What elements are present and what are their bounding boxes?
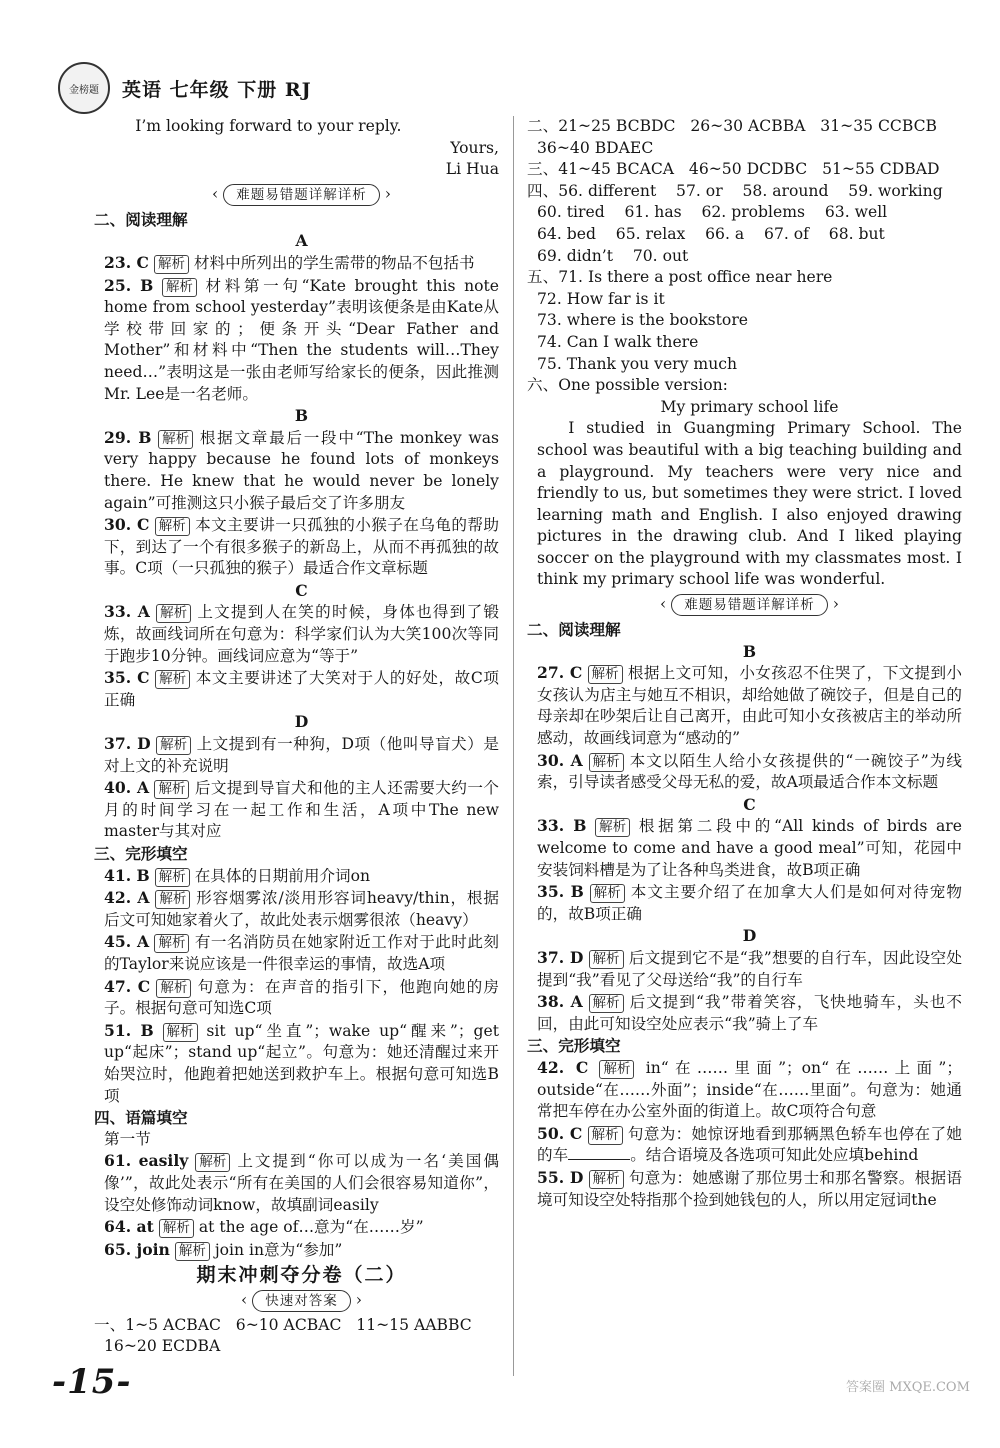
answer-key-line: 一、1~5 ACBAC 6~10 ACBAC 11~15 AABBC [94,1315,472,1334]
column-divider [513,116,514,1376]
page-number: -15- [52,1362,132,1402]
answer-item: 41. B 解析 在具体的日期前用介词on [104,865,371,885]
answer-item: 42. C 解析 in“在……里面”；on“在……上面”；outside“在……外面”；inside“在……里面”。句意为：她通常把车停在办公室外面的街道上。故C项符合句意 [537,1057,962,1121]
header-title: 英语 七年级 下册 RJ [122,78,312,101]
answer-item: 42. A 解析 形容烟雾浓/淡用形容词heavy/thin，根据后文可知她家着火了，故此处表示烟雾很浓（heavy） [104,888,499,929]
right-column [527,116,962,1211]
fill-answers-row: 69. didn’t 70. out [537,246,689,265]
answer-item: 33. B 解析 根据第二段中的“All kinds of birds are welcome to come and have a good meal”可知，花园中安装饲料槽是为了让各种鸟类进食，故B项正确 [537,816,962,879]
answer-item: 30. A 解析 本文以陌生人给小女孩提供的“一碗饺子”为线索，引导读者感受父母无私的爱，故A项最适合作本文标题 [537,750,962,792]
answer-item: 27. C 解析 根据上文可知，小女孩忍不住哭了，下文提到小女孩认为店主与她互不相识，却给她做了碗饺子，但是自己的母亲却在吵架后让自己离开，由此可知小女孩被店主的举动所感动，故画线词意为“感动的” [537,663,962,748]
answer-item: 30. C 解析 本文主要讲一只孤独的小猴子在乌龟的帮助下，到达了一个有很多猴子的新岛上，从而不再孤独的故事。C项（一只孤独的猴子）最适合作文章标题 [104,515,499,578]
publisher-logo: 金榜题 [58,62,110,114]
exam-title: 期末冲刺夺分卷（二） [196,1264,407,1287]
sentence-answer: 72. How far is it [537,289,665,308]
writing-heading: 六、One possible version: [527,376,728,395]
analysis-banner: ‹ 难题易错题详解详析 › [104,184,499,206]
answer-item: 38. A 解析 后文提到“我”带着笑容，飞快地骑车，头也不回，由此可知设空处应表示“我”骑上了车 [537,992,962,1033]
fill-answers-row: 四、56. different 57. or 58. around 59. working [527,181,943,200]
sentence-answer: 五、71. Is there a post office near here [527,268,833,287]
section-heading: 四、语篇填空 [94,1108,188,1128]
passage-label: D [294,712,309,732]
subsection-label: 第一节 [104,1129,151,1148]
section-heading: 三、完形填空 [527,1036,621,1056]
answer-item: 40. A 解析 后文提到导盲犬和他的主人还需要大约一个月的时间学习在一起工作和生活，A项中The new master与其对应 [104,778,499,841]
passage-label: C [295,580,308,600]
answer-item: 64. at 解析 at the age of…意为“在……岁” [104,1217,424,1237]
essay-title: My primary school life [660,397,839,416]
answer-item: 23. C 解析 材料中所列出的学生需带的物品不包括书 [104,252,475,272]
passage-label: C [743,794,756,814]
passage-label: B [294,406,309,426]
sentence-answer: 74. Can I walk there [537,332,699,351]
page-header [58,70,312,106]
section-heading: 三、完形填空 [94,844,188,863]
answer-key-line: 16~20 ECDBA [104,1337,221,1356]
sentence-answer: 73. where is the bookstore [537,311,749,330]
section-heading: 二、阅读理解 [527,620,621,640]
section-heading: 二、阅读理解 [94,209,188,229]
passage-label: A [295,231,308,251]
answer-item: 47. C 解析 句意为：在声音的指引下，他跑向她的房子。根据句意可知选C项 [104,976,499,1018]
watermark: 答案圈 MXQE.COM [846,1380,970,1395]
essay-body: I studied in Guangming Primary School. The school was beautiful with a big teaching building and a playground. My teachers were very nice and friendly to us, but sometimes they were strict. I loved learning math and English. I also enjoyed drawing pictures in the drawing club. And I liked playing soccer on the playground with my classmates most. I think my primary school life was wonderful. [537,419,962,589]
answer-item: 37. D 解析 后文提到它不是“我”想要的自行车，因此设空处提到“我”看见了父母送给“我”的自行车 [537,947,962,989]
answer-item: 45. A 解析 有一名消防员在她家附近工作对于此时此刻的Taylor来说应该是一件很幸运的事情，故选A项 [104,932,499,973]
passage-label: B [742,641,757,661]
analysis-banner: ‹ 难题易错题详解详析 › [537,594,962,616]
fill-blank [568,1159,630,1160]
answer-item: 65. join 解析 join in意为“参加” [104,1239,343,1259]
letter-signature: Li Hua [445,160,499,179]
letter-yours: Yours, [450,138,499,157]
answer-item: 37. D 解析 上文提到有一种狗，D项（他叫导盲犬）是对上文的补充说明 [104,734,499,775]
letter-closing: I’m looking forward to your reply. [135,117,402,135]
answer-item: 33. A 解析 上文提到人在笑的时候，身体也得到了锻炼，故画线词所在句意为：科学家们认为大笑100次等同于跑步10分钟。画线词应意为“等于” [104,602,499,665]
answer-item: 50. C 解析 句意为：她惊讶地看到那辆黑色轿车也停在了她的车 。结合语境及各选项可知此处应填behind [537,1123,962,1165]
sentence-answer: 75. Thank you very much [537,354,738,373]
answer-item: 25. B 解析 材料第一句“Kate brought this note home from school yesterday”表明该便条是由Kate从学校带回家的；便条开头“Dear Father and Mother”和材料中“Then the students will…They need…”表明这是一张由老师写给家长的便条，因此推测Mr. Lee是一名老师。 [104,275,500,403]
answer-item: 29. B 解析 根据文章最后一段中“The monkey was very happy because he found lots of monkeys there. He knew that he would never be lonely again”可推测这只小猴子最后交了许多朋友 [104,427,499,512]
passage-label: D [742,926,757,946]
fill-answers-row: 60. tired 61. has 62. problems 63. well [537,203,888,222]
answer-item: 51. B 解析 sit up“坐直”；wake up“醒来”；get up“起床”；stand up“起立”。句意为：她还清醒过来开始哭泣时，他跑着把她送到救护车上。根据句意可知选B项 [104,1020,499,1105]
answer-key-line: 三、41~45 BCACA 46~50 DCDBC 51~55 CDBAD [527,160,940,179]
quick-answer-banner: ‹ 快速对答案 › [104,1290,499,1312]
answer-key-line: 二、21~25 BCBDC 26~30 ACBBA 31~35 CCBCB [527,117,937,135]
fill-answers-row: 64. bed 65. relax 66. a 67. of 68. but [537,224,885,243]
answer-item: 61. easily 解析 上文提到“你可以成为一名‘美国偶像’”，故此处表示“所有在美国的人们会很容易知道你”，设空处修饰动词know，故填副词easily [104,1151,499,1214]
answer-key-line: 36~40 BDAEC [537,138,654,157]
left-column [94,116,500,1358]
answer-item: 35. C 解析 本文主要讲述了大笑对于人的好处，故C项正确 [104,668,499,709]
answer-item: 35. B 解析 本文主要介绍了在加拿大人们是如何对待宠物的，故B项正确 [537,882,962,923]
answer-item: 55. D 解析 句意为：她感谢了那位男士和那名警察。根据语境可知设空处特指那个捡到她钱包的人，所以用定冠词the [537,1167,962,1209]
